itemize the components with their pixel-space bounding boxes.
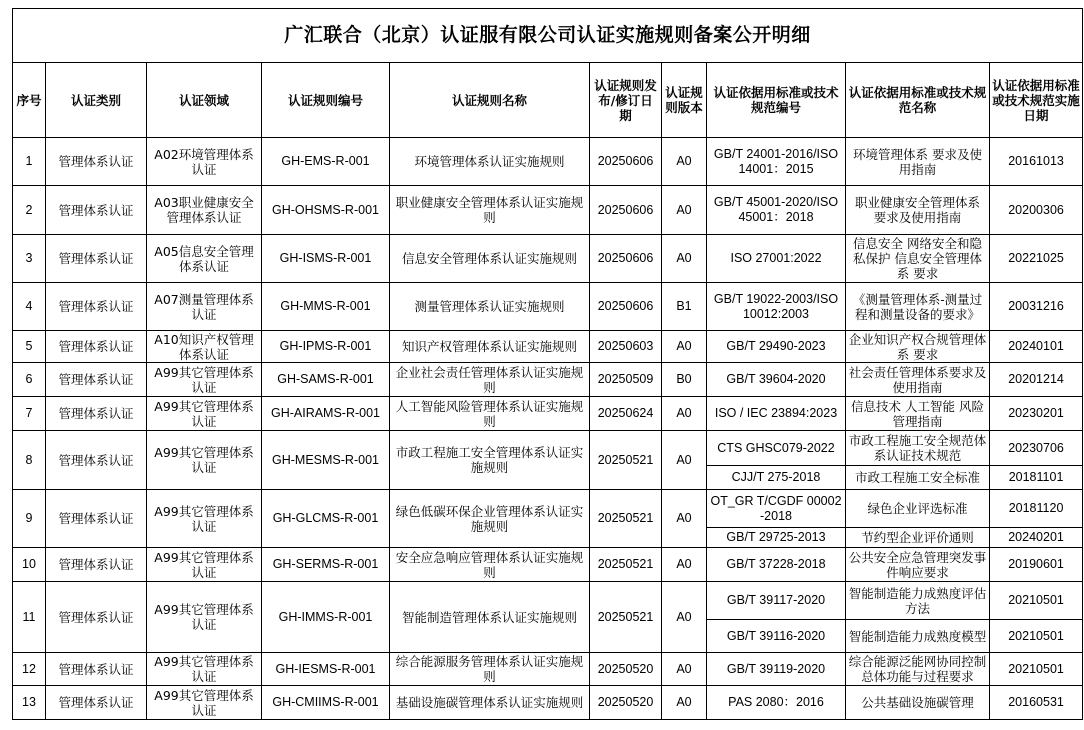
standard-impl-date: 20210501: [990, 620, 1083, 653]
cert-field: A07测量管理体系认证: [147, 283, 262, 331]
rule-date: 20250603: [590, 331, 662, 363]
standard-code: GB/T 19022-2003/ISO 10012:2003: [707, 283, 846, 331]
row-number: 5: [13, 331, 46, 363]
standard-name: 智能制造能力成熟度模型: [846, 620, 990, 653]
cert-category: 管理体系认证: [46, 686, 147, 720]
column-header: 认证依据用标准或技术规范名称: [846, 63, 990, 138]
standard-name: 市政工程施工安全标准: [846, 466, 990, 490]
cert-field: A99其它管理体系认证: [147, 686, 262, 720]
cert-field: A10知识产权管理体系认证: [147, 331, 262, 363]
standard-code: GB/T 29725-2013: [707, 528, 846, 548]
table-row: [13, 490, 1083, 528]
column-header: 认证规则名称: [390, 63, 590, 138]
rule-code: GH-IPMS-R-001: [262, 331, 390, 363]
rule-name: 知识产权管理体系认证实施规则: [390, 331, 590, 363]
row-number: 12: [13, 653, 46, 686]
rule-name: 基础设施碳管理体系认证实施规则: [390, 686, 590, 720]
standard-code: GB/T 24001-2016/ISO 14001：2015: [707, 138, 846, 186]
standard-name: 信息安全 网络安全和隐私保护 信息安全管理体系 要求: [846, 235, 990, 283]
standard-impl-date: 20210501: [990, 653, 1083, 686]
standard-name: 环境管理体系 要求及使用指南: [846, 138, 990, 186]
rule-version: A0: [662, 548, 707, 582]
rule-code: GH-IESMS-R-001: [262, 653, 390, 686]
standard-code: GB/T 45001-2020/ISO 45001：2018: [707, 186, 846, 235]
standard-code: GB/T 37228-2018: [707, 548, 846, 582]
cert-category: 管理体系认证: [46, 397, 147, 431]
row-number: 1: [13, 138, 46, 186]
table-row: [13, 186, 1083, 235]
cert-category: 管理体系认证: [46, 235, 147, 283]
cert-category: 管理体系认证: [46, 653, 147, 686]
rule-date: 20250509: [590, 363, 662, 397]
standard-name: 《测量管理体系-测量过程和测量设备的要求》: [846, 283, 990, 331]
standard-impl-date: 20230201: [990, 397, 1083, 431]
standard-name: 信息技术 人工智能 风险管理指南: [846, 397, 990, 431]
cert-field: A99其它管理体系认证: [147, 363, 262, 397]
rule-code: GH-GLCMS-R-001: [262, 490, 390, 548]
standard-name: 智能制造能力成熟度评估方法: [846, 582, 990, 620]
rule-version: A0: [662, 331, 707, 363]
rule-name: 综合能源服务管理体系认证实施规则: [390, 653, 590, 686]
rule-version: B1: [662, 283, 707, 331]
standard-name: 公共安全应急管理突发事件响应要求: [846, 548, 990, 582]
rule-code: GH-MMS-R-001: [262, 283, 390, 331]
standard-name: 社会责任管理体系要求及使用指南: [846, 363, 990, 397]
rule-version: A0: [662, 235, 707, 283]
rule-version: B0: [662, 363, 707, 397]
cert-category: 管理体系认证: [46, 363, 147, 397]
rule-date: 20250521: [590, 582, 662, 653]
rule-name: 市政工程施工安全管理体系认证实施规则: [390, 431, 590, 490]
standard-impl-date: 20190601: [990, 548, 1083, 582]
rule-name: 企业社会责任管理体系认证实施规则: [390, 363, 590, 397]
standard-code: GB/T 39116-2020: [707, 620, 846, 653]
row-number: 6: [13, 363, 46, 397]
table-row: [13, 363, 1083, 397]
cert-category: 管理体系认证: [46, 283, 147, 331]
standard-code: GB/T 29490-2023: [707, 331, 846, 363]
rule-date: 20250606: [590, 138, 662, 186]
standard-impl-date: 20230706: [990, 431, 1083, 466]
row-number: 2: [13, 186, 46, 235]
cert-field: A99其它管理体系认证: [147, 548, 262, 582]
rule-version: A0: [662, 686, 707, 720]
standard-impl-date: 20160531: [990, 686, 1083, 720]
standard-impl-date: 20181101: [990, 466, 1083, 490]
row-number: 7: [13, 397, 46, 431]
standard-impl-date: 20240101: [990, 331, 1083, 363]
cert-field: A99其它管理体系认证: [147, 653, 262, 686]
rule-code: GH-CMIIMS-R-001: [262, 686, 390, 720]
column-header: 认证类别: [46, 63, 147, 138]
standard-name: 职业健康安全管理体系 要求及使用指南: [846, 186, 990, 235]
rule-date: 20250624: [590, 397, 662, 431]
rule-name: 安全应急响应管理体系认证实施规则: [390, 548, 590, 582]
standard-impl-date: 20240201: [990, 528, 1083, 548]
column-header: 序号: [13, 63, 46, 138]
rule-code: GH-AIRAMS-R-001: [262, 397, 390, 431]
cert-category: 管理体系认证: [46, 548, 147, 582]
row-number: 11: [13, 582, 46, 653]
standard-code: CTS GHSC079-2022: [707, 431, 846, 466]
rule-date: 20250520: [590, 653, 662, 686]
rule-name: 人工智能风险管理体系认证实施规则: [390, 397, 590, 431]
rule-name: 智能制造管理体系认证实施规则: [390, 582, 590, 653]
rule-code: GH-ISMS-R-001: [262, 235, 390, 283]
cert-field: A99其它管理体系认证: [147, 397, 262, 431]
standard-impl-date: 20181120: [990, 490, 1083, 528]
table-row: [13, 397, 1083, 431]
rule-version: A0: [662, 397, 707, 431]
table-row: [13, 686, 1083, 720]
table-row: [13, 548, 1083, 582]
rule-name: 环境管理体系认证实施规则: [390, 138, 590, 186]
rule-name: 测量管理体系认证实施规则: [390, 283, 590, 331]
row-number: 4: [13, 283, 46, 331]
cert-field: A99其它管理体系认证: [147, 431, 262, 490]
row-number: 3: [13, 235, 46, 283]
standard-code: GB/T 39604-2020: [707, 363, 846, 397]
standard-code: GB/T 39117-2020: [707, 582, 846, 620]
table-row: [13, 431, 1083, 466]
cert-category: 管理体系认证: [46, 331, 147, 363]
standard-impl-date: 20200306: [990, 186, 1083, 235]
standard-name: 节约型企业评价通则: [846, 528, 990, 548]
cert-field: A03职业健康安全管理体系认证: [147, 186, 262, 235]
column-header: 认证规则发布/修订日期: [590, 63, 662, 138]
column-header: 认证领域: [147, 63, 262, 138]
standard-impl-date: 20031216: [990, 283, 1083, 331]
cert-category: 管理体系认证: [46, 582, 147, 653]
standard-impl-date: 20210501: [990, 582, 1083, 620]
cert-field: A99其它管理体系认证: [147, 490, 262, 548]
cert-category: 管理体系认证: [46, 186, 147, 235]
table-row: [13, 138, 1083, 186]
rule-name: 信息安全管理体系认证实施规则: [390, 235, 590, 283]
rule-code: GH-EMS-R-001: [262, 138, 390, 186]
rule-date: 20250606: [590, 283, 662, 331]
rule-version: A0: [662, 431, 707, 490]
standard-code: GB/T 39119-2020: [707, 653, 846, 686]
header-row: [13, 63, 1083, 138]
standard-code: CJJ/T 275-2018: [707, 466, 846, 490]
table-row: [13, 235, 1083, 283]
row-number: 8: [13, 431, 46, 490]
cert-category: 管理体系认证: [46, 138, 147, 186]
column-header: 认证依据用标准或技术规范编号: [707, 63, 846, 138]
standard-code: PAS 2080：2016: [707, 686, 846, 720]
rule-code: GH-MESMS-R-001: [262, 431, 390, 490]
rule-name: 职业健康安全管理体系认证实施规则: [390, 186, 590, 235]
standard-code: OT_GR T/CGDF 00002-2018: [707, 490, 846, 528]
rule-version: A0: [662, 653, 707, 686]
rule-version: A0: [662, 490, 707, 548]
rule-date: 20250521: [590, 490, 662, 548]
cert-category: 管理体系认证: [46, 431, 147, 490]
cert-field: A99其它管理体系认证: [147, 582, 262, 653]
standard-impl-date: 20201214: [990, 363, 1083, 397]
rule-name: 绿色低碳环保企业管理体系认证实施规则: [390, 490, 590, 548]
rule-version: A0: [662, 138, 707, 186]
row-number: 9: [13, 490, 46, 548]
standard-code: ISO / IEC 23894:2023: [707, 397, 846, 431]
rule-version: A0: [662, 186, 707, 235]
rule-date: 20250521: [590, 431, 662, 490]
table-row: [13, 331, 1083, 363]
table-row: [13, 283, 1083, 331]
standard-impl-date: 20161013: [990, 138, 1083, 186]
table-row: [13, 653, 1083, 686]
row-number: 13: [13, 686, 46, 720]
standard-name: 企业知识产权合规管理体系 要求: [846, 331, 990, 363]
rule-date: 20250606: [590, 186, 662, 235]
table-row: [13, 582, 1083, 620]
rule-code: GH-IMMS-R-001: [262, 582, 390, 653]
rule-date: 20250520: [590, 686, 662, 720]
rule-version: A0: [662, 582, 707, 653]
standard-name: 市政工程施工安全规范体系认证技术规范: [846, 431, 990, 466]
column-header: 认证规则版本: [662, 63, 707, 138]
rule-code: GH-OHSMS-R-001: [262, 186, 390, 235]
rule-date: 20250606: [590, 235, 662, 283]
row-number: 10: [13, 548, 46, 582]
rule-date: 20250521: [590, 548, 662, 582]
standard-impl-date: 20221025: [990, 235, 1083, 283]
cert-field: A05信息安全管理体系认证: [147, 235, 262, 283]
rule-code: GH-SERMS-R-001: [262, 548, 390, 582]
standard-code: ISO 27001:2022: [707, 235, 846, 283]
column-header: 认证规则编号: [262, 63, 390, 138]
page-title: 广汇联合（北京）认证服有限公司认证实施规则备案公开明细: [13, 9, 1083, 63]
cert-category: 管理体系认证: [46, 490, 147, 548]
rule-code: GH-SAMS-R-001: [262, 363, 390, 397]
standard-name: 绿色企业评选标准: [846, 490, 990, 528]
cert-field: A02环境管理体系认证: [147, 138, 262, 186]
column-header: 认证依据用标准或技术规范实施日期: [990, 63, 1083, 138]
disclosure-table: [12, 8, 1083, 720]
standard-name: 公共基础设施碳管理: [846, 686, 990, 720]
standard-name: 综合能源泛能网协同控制总体功能与过程要求: [846, 653, 990, 686]
